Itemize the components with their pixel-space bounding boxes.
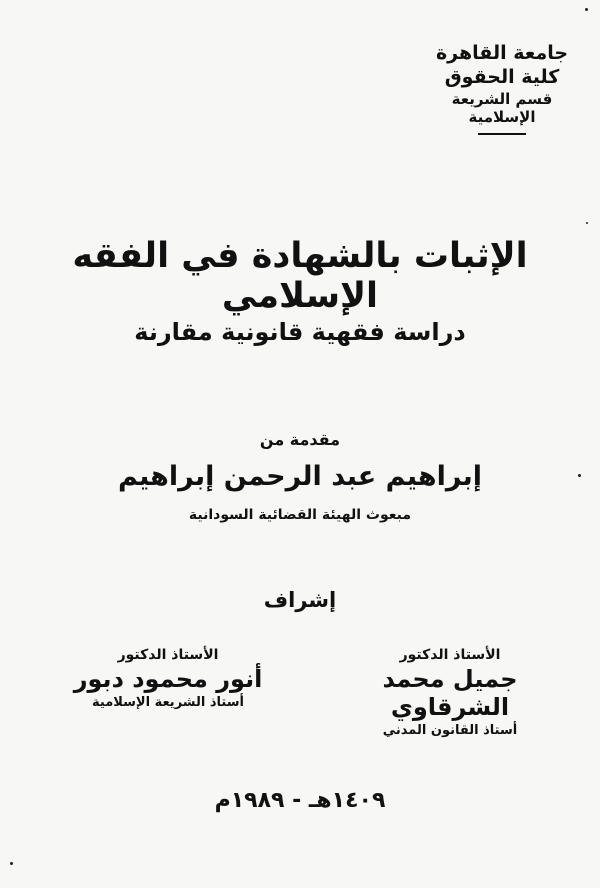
ink-speck xyxy=(586,222,588,224)
supervisor-1 xyxy=(330,647,570,738)
faculty-name: كلية الحقوق xyxy=(444,65,560,88)
supervisor-role: أستاذ الشريعة الإسلامية xyxy=(92,695,244,710)
thesis-subtitle: دراسة فقهية قانونية مقارنة xyxy=(134,318,466,346)
presented-by-label: مقدمة من xyxy=(259,430,341,449)
supervision-label: إشراف xyxy=(263,588,337,612)
department-name: قسم الشريعة الإسلامية xyxy=(451,89,553,127)
author-affiliation: مبعوث الهيئة القضائية السودانية xyxy=(188,507,412,523)
supervisor-title: الأستاذ الدكتور xyxy=(399,647,501,663)
university-name: جامعة القاهرة xyxy=(435,42,569,64)
thesis-title: الإثبات بالشهادة في الفقه الإسلامي xyxy=(72,236,528,316)
ink-speck xyxy=(585,8,588,11)
supervisor-role: أستاذ القانون المدني xyxy=(382,723,518,738)
institution-header xyxy=(422,42,582,135)
ink-speck xyxy=(10,862,13,865)
supervisor-name: جميل محمد الشرقاوي xyxy=(382,665,518,721)
publication-date: ١٤٠٩هـ - ١٩٨٩م xyxy=(214,788,386,813)
supervisor-name: أنور محمود دبور xyxy=(73,665,263,693)
supervisor-title: الأستاذ الدكتور xyxy=(117,647,219,663)
header-underline xyxy=(478,133,526,135)
supervisor-2 xyxy=(48,647,288,710)
author-name: إبراهيم عبد الرحمن إبراهيم xyxy=(117,461,483,492)
